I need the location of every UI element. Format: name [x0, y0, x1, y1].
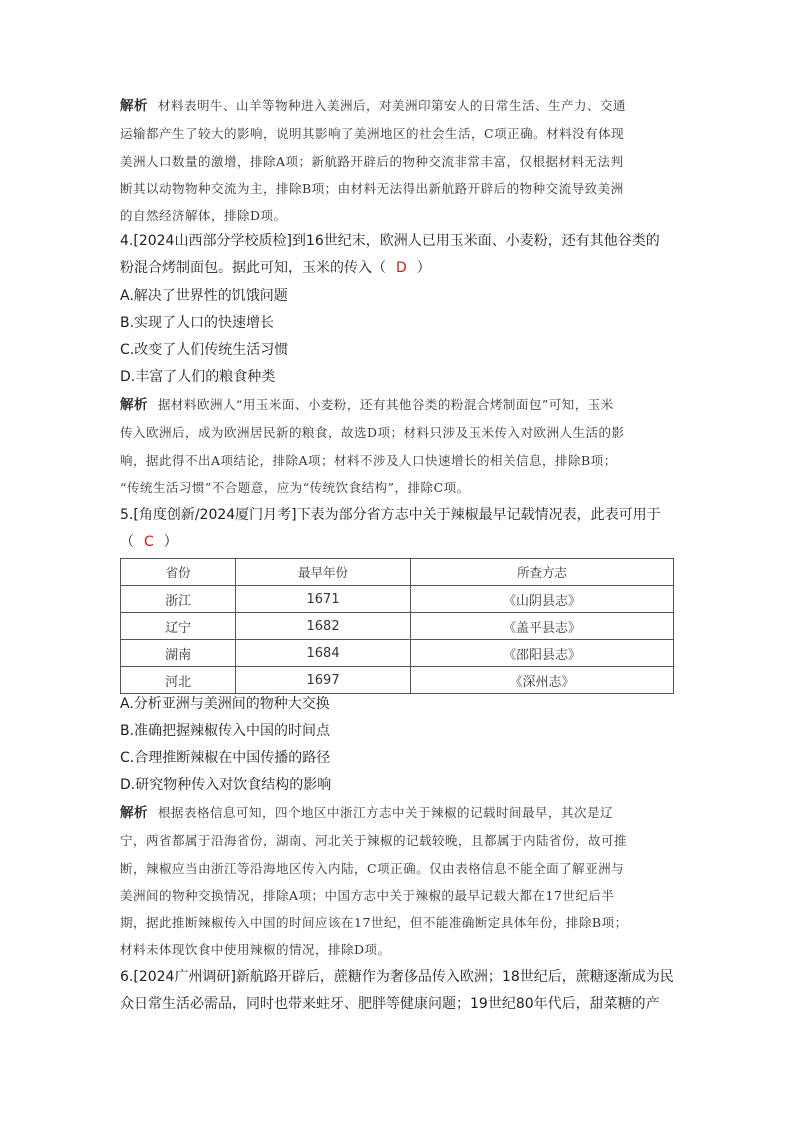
analysis-line: 断，辣椒应当由浙江等沿海地区传入内陆，C项正确。仅由表格信息不能全面了解亚洲与 [120, 860, 625, 876]
question-5 [120, 502, 680, 557]
analysis-line: 美洲间的物种交换情况，排除A项；中国方志中关于辣椒的最早记载大都在17世纪后半 [120, 887, 615, 903]
analysis-line: 传入欧洲后，成为欧洲居民新的粮食，故选D项；材料只涉及玉米传入对欧洲人生活的影 [120, 425, 625, 441]
table-cell-year: 1682 [236, 613, 411, 640]
table-cell-gazetteer: 《盖平县志》 [410, 613, 673, 640]
table-row [121, 613, 674, 640]
question-6 [120, 964, 680, 1019]
analysis-line: 期，据此推断辣椒传入中国的时间应该在17世纪，但不能准确断定具体年份，排除B项； [120, 915, 628, 931]
chili-records-table [120, 558, 674, 694]
question-5-line1: 5.[角度创新/2024厦门月考]下表为部分省方志中关于辣椒最早记载情况表，此表可用于 [120, 507, 661, 523]
analysis-label: 解析 [120, 805, 148, 821]
analysis-line: 的自然经济解体，排除D项。 [120, 208, 287, 224]
question-4-line1: 4.[2024山西部分学校质检]到16世纪末，欧洲人已用玉米面、小麦粉，还有其他谷类的 [120, 233, 660, 249]
table-cell-gazetteer: 《深州志》 [410, 667, 673, 694]
table-cell-province: 辽宁 [121, 613, 236, 640]
table-cell-province: 浙江 [121, 586, 236, 613]
analysis-line: 解析 材料表明牛、山羊等物种进入美洲后，对美洲印第安人的日常生活、生产力、交通 [120, 98, 627, 114]
table-cell-year: 1684 [236, 640, 411, 667]
analysis-label: 解析 [120, 397, 148, 413]
table-header: 所查方志 [410, 559, 673, 586]
analysis-label: 解析 [120, 98, 148, 114]
table-cell-year: 1697 [236, 667, 411, 694]
question-5-line2: （ C ） [120, 529, 680, 556]
analysis-line: “传统生活习惯”不合题意，应为“传统饮食结构”，排除C项。 [120, 479, 470, 495]
answer-mark: C [144, 534, 154, 551]
table-cell-gazetteer: 《山阴县志》 [410, 586, 673, 613]
table-row [121, 640, 674, 667]
analysis-line: 响，据此得不出A项结论，排除A项；材料不涉及人口快速增长的相关信息，排除B项； [120, 452, 617, 468]
analysis-line: 美洲人口数量的激增，排除A项；新航路开辟后的物种交流非常丰富，仅根据材料无法判 [120, 153, 624, 169]
question-4-line2: 粉混合烤制面包。据此可知，玉米的传入（ D ） [120, 255, 680, 282]
q5-option-c: C.合理推断辣椒在中国传播的路径 [120, 750, 331, 766]
q3-analysis [120, 92, 676, 229]
analysis-line: 断其以动物物种交流为主，排除B项；由材料无法得出新航路开辟后的物种交流导致美洲 [120, 180, 624, 196]
q4-option-b: B.实现了人口的快速增长 [120, 315, 275, 331]
question-6-line1: 6.[2024广州调研]新航路开辟后，蔗糖作为奢侈品传入欧洲；18世纪后，蔗糖逐渐成为民 [120, 969, 674, 985]
q4-option-d: D.丰富了人们的粮食种类 [120, 369, 276, 385]
table-header: 省份 [121, 559, 236, 586]
table-row [121, 586, 674, 613]
table-cell-province: 河北 [121, 667, 236, 694]
analysis-line: 宁，两省都属于沿海省份，湖南、河北关于辣椒的记载较晚，且都属于内陆省份，故可推 [120, 833, 628, 849]
table-cell-province: 湖南 [121, 640, 236, 667]
answer-mark: D [396, 260, 407, 277]
q5-option-a: A.分析亚洲与美洲间的物种大交换 [120, 696, 330, 712]
table-row [121, 667, 674, 694]
q4-analysis [120, 391, 676, 501]
q5-option-d: D.研究物种传入对饮食结构的影响 [120, 777, 332, 793]
q5-analysis [120, 799, 676, 964]
table-header: 最早年份 [236, 559, 411, 586]
analysis-line: 运输都产生了较大的影响，说明其影响了美洲地区的社会生活，C项正确。材料没有体现 [120, 126, 625, 142]
q5-option-b: B.准确把握辣椒传入中国的时间点 [120, 723, 331, 739]
question-4 [120, 228, 680, 283]
analysis-line: 解析 根据表格信息可知，四个地区中浙江方志中关于辣椒的记载时间最早，其次是辽 [120, 805, 614, 821]
table-cell-gazetteer: 《邵阳县志》 [410, 640, 673, 667]
q4-option-a: A.解决了世界性的饥饿问题 [120, 288, 288, 304]
analysis-line: 解析 据材料欧洲人“用玉米面、小麦粉，还有其他谷类的粉混合烤制面包”可知，玉米 [120, 397, 614, 413]
table-cell-year: 1671 [236, 586, 411, 613]
table-header-row [121, 559, 674, 586]
question-6-line2: 众日常生活必需品，同时也带来蛀牙、肥胖等健康问题；19世纪80年代后，甜菜糖的产 [120, 996, 660, 1013]
analysis-line: 材料未体现饮食中使用辣椒的情况，排除D项。 [120, 942, 391, 958]
q4-option-c: C.改变了人们传统生活习惯 [120, 342, 289, 358]
